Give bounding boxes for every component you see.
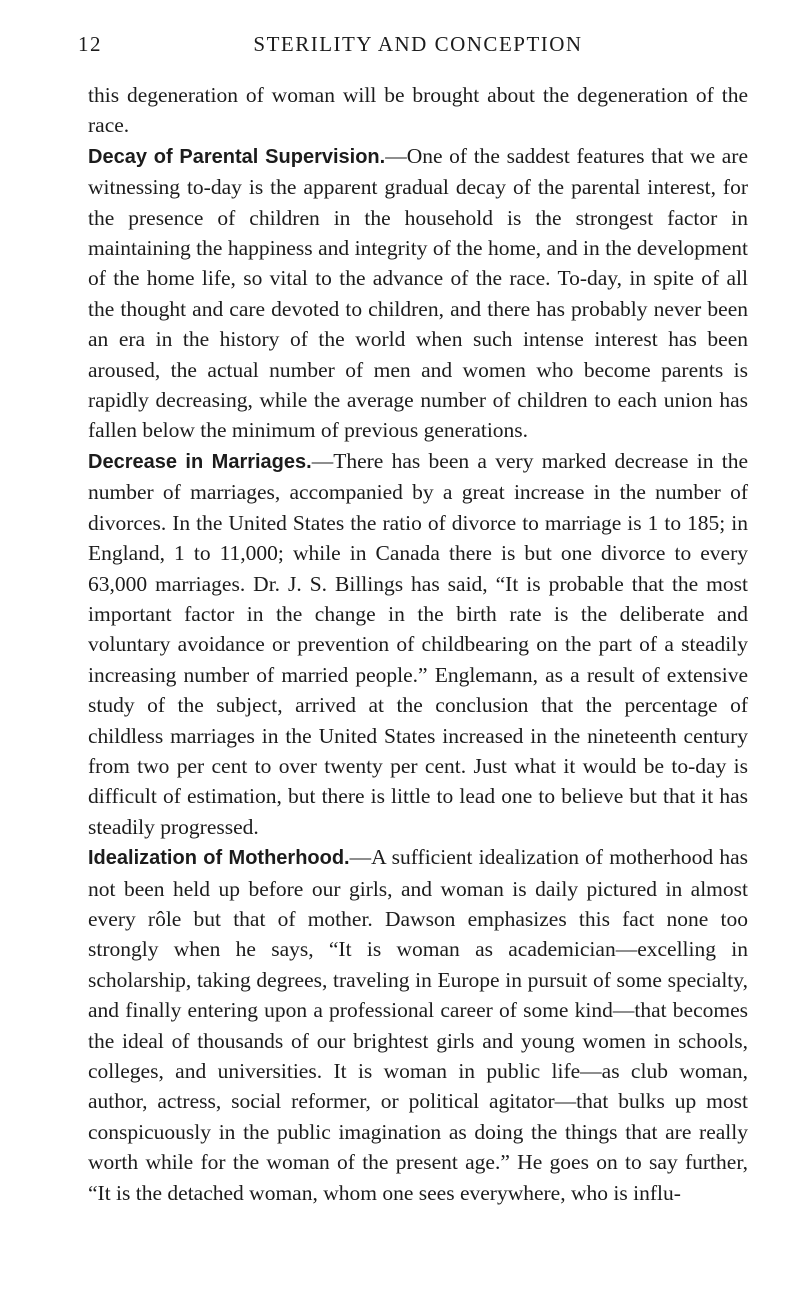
paragraph-continuation: [88, 80, 748, 141]
paragraph-idealization-motherhood: [88, 842, 748, 1208]
book-page: [78, 32, 748, 1208]
paragraph-text: —A sufficient idealization of motherhood has not been held up before our girls, and woman is daily pictured in almost every rôle but that of mother. Dawson emphasizes this fact none too strongly when he says, “It is woman as academician—excelling in scholarship, taking degrees, traveling in Europe in pursuit of some specialty, and finally entering upon a professional career of some kind—that becomes the ideal of thousands of our brightest girls and young women in schools, colleges, and universities. It is woman in public life—as club woman, author, actress, social reformer, or political agitator—that bulks up most conspicuously in the public imagination as doing the things that are really worth while for the woman of the present age.” He goes on to say further, “It is the detached woman, whom one sees everywhere, who is influ-: [88, 845, 748, 1205]
page-number: 12: [78, 32, 102, 56]
section-heading: Idealization of Motherhood.: [88, 847, 350, 870]
paragraph-text: —One of the saddest features that we are witnessing to-day is the apparent gradual decay of the parental interest, for the presence of children in the household is the strongest factor in maintaining the happiness and integrity of the home, and in the development of the home life, so vital to the advance of the race. To-day, in spite of all the thought and care devoted to children, and there has probably never been an era in the history of the world when such intense interest has been aroused, the actual number of men and women who become parents is rapidly decreasing, while the average number of children to each union has fallen below the minimum of previous generations.: [88, 143, 748, 443]
section-heading: Decay of Parental Supervision.: [88, 145, 386, 168]
running-title: STERILITY AND CONCEPTION: [253, 32, 583, 56]
section-heading: Decrease in Marriages.: [88, 450, 312, 473]
paragraph-text: —There has been a very marked decrease in the number of marriages, accompanied by a great increase in the number of divorces. In the United States the ratio of divorce to marriage is 1 to 185; in England, 1 to 11,000; while in Canada there is but one divorce to every 63,000 marriages. Dr. J. S. Billings has said, “It is probable that the most important factor in the change in the birth rate is the deliberate and voluntary avoidance or prevention of childbearing on the part of a steadily increasing number of married people.” Englemann, as a result of extensive study of the subject, arrived at the conclusion that the percentage of childless marriages in the United States increased in the nineteenth century from two per cent to over twenty per cent. Just what it would be to-day is difficult of estimation, but there is little to lead one to believe but that it has steadily progressed.: [88, 448, 748, 839]
paragraph-text: this degeneration of woman will be brought about the degeneration of the race.: [88, 83, 748, 138]
paragraph-parental-supervision: [88, 141, 748, 446]
body-text: [88, 80, 748, 1208]
running-head: [78, 32, 748, 64]
paragraph-decrease-marriages: [88, 446, 748, 842]
